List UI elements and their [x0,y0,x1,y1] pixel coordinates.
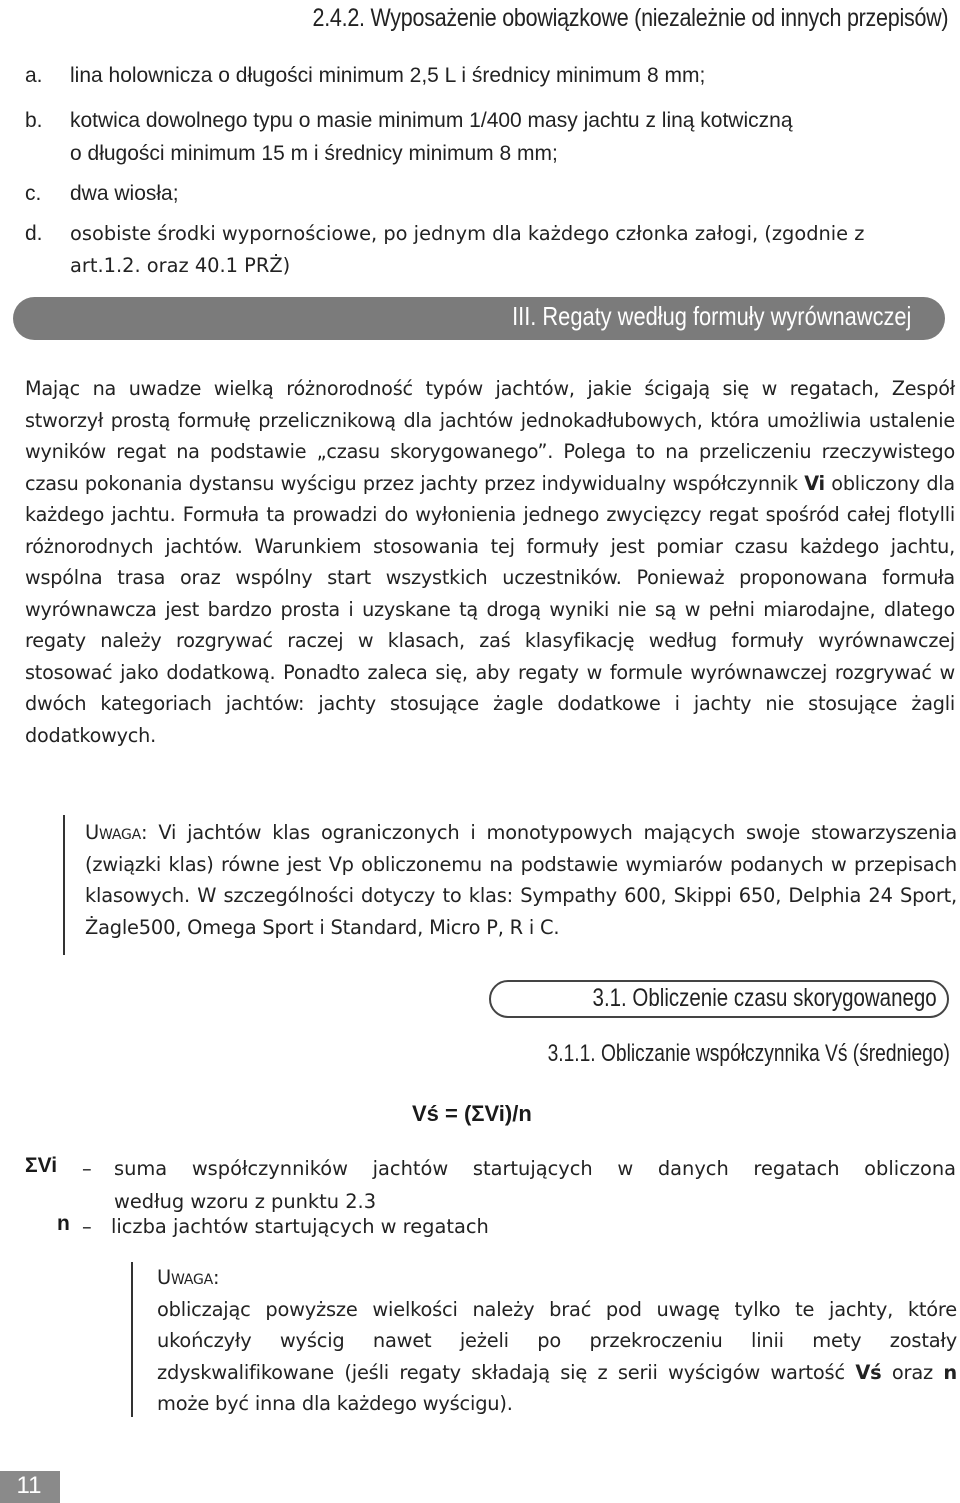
list-item-text: dwa wiosła; [70,182,179,205]
definition-dash: – [82,1215,92,1238]
definition-text: suma współczynników jachtów startujących w danych regatach obliczona [114,1157,956,1180]
list-item-text: art.1.2. oraz 40.1 PRŻ) [70,254,291,277]
note-body-text: obliczając powyższe wielkości należy brać pod uwagę tylko te jachty, które ukończyły wyścig nawet jeżeli po przekroczeniu linii mety zostały zdyskwalifikowane (jeśli regaty składają się z serii wyścigów wartość [157,1297,957,1384]
list-item-label: d. [25,222,43,245]
note-label: Uwaga: [157,1266,220,1289]
list-item-text: lina holownicza o długości minimum 2,5 L i średnicy minimum 8 mm; [70,64,706,87]
list-item-label: a. [25,64,43,87]
subsubsection-title: 3.1.1. Obliczanie współczynnika Vś (średniego) [547,1040,950,1067]
definition-symbol: n [57,1212,70,1235]
subsection-title-pill [489,980,949,1018]
list-item-label: b. [25,109,43,132]
formula: Vś = (ΣVi)/n [412,1101,532,1126]
note-body-text: oraz [881,1360,944,1384]
note-body-text: może być inna dla każdego wyścigu). [157,1392,513,1415]
definition-dash: – [82,1157,92,1180]
definition-text: według wzoru z punktu 2.3 [114,1190,377,1213]
note-body [157,1294,957,1420]
list-item-label: c. [25,182,42,205]
list-item-text: osobiste środki wypornościowe, po jednym dla każdego członka załogi, (zgodnie z [70,222,865,245]
note-box [63,815,958,955]
definition-symbol: ΣVi [25,1154,58,1177]
vi-symbol: Vi [804,471,825,495]
page-number-box [0,1471,60,1503]
note-label: Uwaga: [85,821,148,844]
note-box [131,1262,958,1417]
section-title-bar [13,297,945,340]
vs-symbol: Vś [855,1360,882,1384]
list-item-text: o długości minimum 15 m i średnicy minimum 8 mm; [70,142,558,165]
body-text: Mając na uwadze wielką różnorodność typów jachtów, jakie ścigają się w regatach, Zespół stworzył prostą formułę przelicznikową dla jachtów jednokadłubowych, która umożliwia ustalenie wyników regat na podstawie „czasu skorygowanego”. Polega to na przeliczeniu rzeczywistego czasu pokonania dystansu wyścigu przez jachty przez indywidualny współczynnik [25,377,955,495]
page-number: 11 [16,1472,42,1499]
note-text [157,1262,957,1420]
section-heading: 2.4.2. Wyposażenie obowiązkowe (niezależnie od innych przepisów) [312,4,948,32]
note-text [85,817,957,943]
body-paragraph [25,373,955,751]
list-item-text: kotwica dowolnego typu o masie minimum 1/400 masy jachtu z liną kotwiczną [70,109,793,132]
n-symbol: n [943,1360,957,1384]
subsection-title: 3.1. Obliczenie czasu skorygowanego [592,984,937,1012]
definition-text: liczba jachtów startujących w regatach [111,1215,489,1238]
section-title: III. Regaty według formuły wyrównawczej [511,301,911,331]
note-body: Vi jachtów klas ograniczonych i monotypowych mających swoje stowarzyszenia (związki klas) równe jest Vp obliczonemu na podstawie wymiarów podanych w przepisach klasowych. W szczególności dotyczy to klas: Sympathy 600, Skippi 650, Delphia 24 Sport, Żagle500, Omega Sport i Standard, Micro P, R i C. [85,821,957,939]
body-text: obliczony dla każdego jachtu. Formuła ta prowadzi do wyłonienia jednego zwycięzcy regat spośród całej flotylli różnorodnych jachtów. Warunkiem stosowania tej formuły jest pomiar czasu każdego jachtu, wspólna trasa oraz wspólny start wszystkich uczestników. Ponieważ proponowana formuła wyrównawcza jest bardzo prosta i uzyskane tą drogą wyniki nie są w pełni miarodajne, dlatego regaty należy rozgrywać raczej w klasach, zaś klasyfikację według formuły wyrównawczej stosować jako dodatkową. Ponadto zaleca się, aby regaty w formule wyrównawczej rozgrywać w dwóch kategoriach jachtów: jachty stosujące żagle dodatkowe i jachty nie stosujące żagli dodatkowych. [25,471,955,747]
